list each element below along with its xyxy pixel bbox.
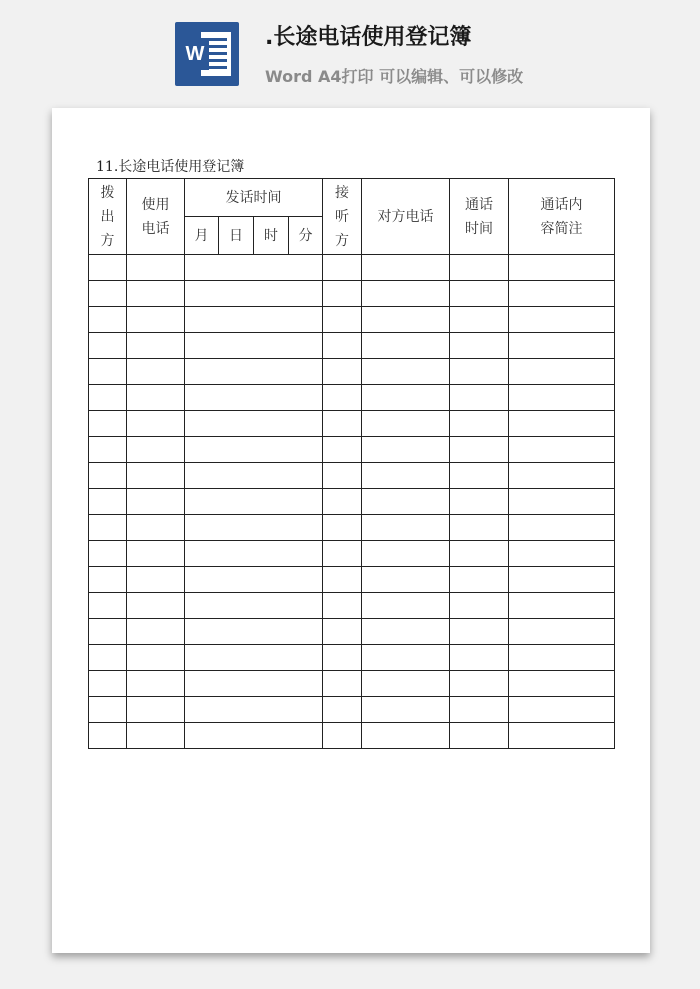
- cell-receiver[interactable]: [323, 411, 362, 437]
- cell-receiver[interactable]: [323, 463, 362, 489]
- cell-caller[interactable]: [89, 307, 127, 333]
- table-row: [89, 671, 615, 697]
- header-duration: 通话 时间: [450, 179, 509, 255]
- header-phone: 使用 电话: [127, 179, 185, 255]
- cell-other-phone[interactable]: [362, 671, 450, 697]
- cell-phone[interactable]: [127, 385, 185, 411]
- table-row: [89, 385, 615, 411]
- header-hour: 时: [254, 217, 289, 255]
- cell-phone[interactable]: [127, 307, 185, 333]
- table-row: [89, 255, 615, 281]
- preview-header: [0, 0, 700, 100]
- cell-caller[interactable]: [89, 515, 127, 541]
- cell-caller[interactable]: [89, 281, 127, 307]
- cell-content[interactable]: [509, 567, 615, 593]
- cell-content[interactable]: [509, 619, 615, 645]
- cell-receiver[interactable]: [323, 489, 362, 515]
- cell-duration[interactable]: [450, 437, 509, 463]
- cell-phone[interactable]: [127, 515, 185, 541]
- cell-send-time[interactable]: [185, 359, 323, 385]
- cell-other-phone[interactable]: [362, 359, 450, 385]
- cell-send-time[interactable]: [185, 697, 323, 723]
- cell-duration[interactable]: [450, 307, 509, 333]
- cell-caller[interactable]: [89, 541, 127, 567]
- cell-other-phone[interactable]: [362, 593, 450, 619]
- cell-duration[interactable]: [450, 593, 509, 619]
- cell-other-phone[interactable]: [362, 307, 450, 333]
- cell-send-time[interactable]: [185, 593, 323, 619]
- table-row: [89, 489, 615, 515]
- table-row: [89, 307, 615, 333]
- table-row: [89, 333, 615, 359]
- header-day: 日: [219, 217, 254, 255]
- cell-content[interactable]: [509, 411, 615, 437]
- cell-other-phone[interactable]: [362, 385, 450, 411]
- cell-other-phone[interactable]: [362, 437, 450, 463]
- cell-receiver[interactable]: [323, 567, 362, 593]
- cell-content[interactable]: [509, 671, 615, 697]
- cell-caller[interactable]: [89, 411, 127, 437]
- cell-duration[interactable]: [450, 567, 509, 593]
- register-table: [88, 178, 615, 749]
- cell-send-time[interactable]: [185, 671, 323, 697]
- cell-phone[interactable]: [127, 541, 185, 567]
- cell-caller[interactable]: [89, 385, 127, 411]
- cell-duration[interactable]: [450, 489, 509, 515]
- table-row: [89, 697, 615, 723]
- cell-phone[interactable]: [127, 255, 185, 281]
- cell-content[interactable]: [509, 307, 615, 333]
- cell-duration[interactable]: [450, 411, 509, 437]
- cell-content[interactable]: [509, 593, 615, 619]
- cell-receiver[interactable]: [323, 307, 362, 333]
- cell-receiver[interactable]: [323, 385, 362, 411]
- cell-receiver[interactable]: [323, 333, 362, 359]
- cell-content[interactable]: [509, 541, 615, 567]
- cell-phone[interactable]: [127, 697, 185, 723]
- cell-caller[interactable]: [89, 359, 127, 385]
- cell-phone[interactable]: [127, 671, 185, 697]
- cell-duration[interactable]: [450, 671, 509, 697]
- cell-content[interactable]: [509, 697, 615, 723]
- cell-phone[interactable]: [127, 437, 185, 463]
- cell-other-phone[interactable]: [362, 567, 450, 593]
- header-content: 通话内 容简注: [509, 179, 615, 255]
- cell-send-time[interactable]: [185, 463, 323, 489]
- cell-caller[interactable]: [89, 463, 127, 489]
- cell-content[interactable]: [509, 359, 615, 385]
- cell-caller[interactable]: [89, 593, 127, 619]
- cell-receiver[interactable]: [323, 359, 362, 385]
- cell-other-phone[interactable]: [362, 281, 450, 307]
- table-row: [89, 359, 615, 385]
- cell-send-time[interactable]: [185, 567, 323, 593]
- cell-duration[interactable]: [450, 359, 509, 385]
- cell-other-phone[interactable]: [362, 255, 450, 281]
- cell-send-time[interactable]: [185, 255, 323, 281]
- table-row: [89, 723, 615, 749]
- cell-phone[interactable]: [127, 411, 185, 437]
- cell-phone[interactable]: [127, 619, 185, 645]
- cell-caller[interactable]: [89, 333, 127, 359]
- cell-content[interactable]: [509, 437, 615, 463]
- cell-caller[interactable]: [89, 697, 127, 723]
- cell-content[interactable]: [509, 489, 615, 515]
- header-other-phone: 对方电话: [362, 179, 450, 255]
- cell-caller[interactable]: [89, 723, 127, 749]
- cell-receiver[interactable]: [323, 645, 362, 671]
- cell-caller[interactable]: [89, 645, 127, 671]
- header-send-time: 发话时间: [185, 179, 323, 217]
- cell-caller[interactable]: [89, 567, 127, 593]
- cell-receiver[interactable]: [323, 255, 362, 281]
- table-row: [89, 437, 615, 463]
- table-row: [89, 567, 615, 593]
- cell-content[interactable]: [509, 515, 615, 541]
- cell-phone[interactable]: [127, 359, 185, 385]
- cell-send-time[interactable]: [185, 489, 323, 515]
- document-subtitle: Word A4打印 可以编辑、可以修改: [265, 67, 524, 86]
- cell-other-phone[interactable]: [362, 463, 450, 489]
- cell-receiver[interactable]: [323, 515, 362, 541]
- cell-phone[interactable]: [127, 567, 185, 593]
- header-receiver: 接听方: [323, 179, 362, 255]
- cell-content[interactable]: [509, 281, 615, 307]
- table-row: [89, 593, 615, 619]
- cell-other-phone[interactable]: [362, 645, 450, 671]
- cell-receiver[interactable]: [323, 437, 362, 463]
- cell-other-phone[interactable]: [362, 619, 450, 645]
- table-row: [89, 541, 615, 567]
- header-caller: 拨出方: [89, 179, 127, 255]
- cell-phone[interactable]: [127, 645, 185, 671]
- cell-duration[interactable]: [450, 619, 509, 645]
- document-title: .长途电话使用登记簿: [265, 25, 472, 50]
- cell-other-phone[interactable]: [362, 697, 450, 723]
- cell-receiver[interactable]: [323, 593, 362, 619]
- cell-send-time[interactable]: [185, 723, 323, 749]
- cell-caller[interactable]: [89, 671, 127, 697]
- cell-duration[interactable]: [450, 697, 509, 723]
- cell-other-phone[interactable]: [362, 541, 450, 567]
- cell-content[interactable]: [509, 255, 615, 281]
- table-caption: 11.长途电话使用登记簿: [96, 159, 245, 175]
- cell-receiver[interactable]: [323, 541, 362, 567]
- cell-content[interactable]: [509, 333, 615, 359]
- table-row: [89, 411, 615, 437]
- cell-phone[interactable]: [127, 281, 185, 307]
- cell-receiver[interactable]: [323, 281, 362, 307]
- cell-caller[interactable]: [89, 437, 127, 463]
- cell-send-time[interactable]: [185, 411, 323, 437]
- cell-send-time[interactable]: [185, 619, 323, 645]
- cell-content[interactable]: [509, 385, 615, 411]
- cell-content[interactable]: [509, 463, 615, 489]
- cell-caller[interactable]: [89, 255, 127, 281]
- header-row-1: [89, 179, 615, 217]
- word-document-icon: [175, 22, 239, 86]
- cell-phone[interactable]: [127, 463, 185, 489]
- table-row: [89, 281, 615, 307]
- cell-duration[interactable]: [450, 333, 509, 359]
- cell-send-time[interactable]: [185, 333, 323, 359]
- cell-other-phone[interactable]: [362, 515, 450, 541]
- table-row: [89, 515, 615, 541]
- header-month: 月: [185, 217, 219, 255]
- cell-caller[interactable]: [89, 489, 127, 515]
- cell-duration[interactable]: [450, 385, 509, 411]
- cell-send-time[interactable]: [185, 515, 323, 541]
- cell-phone[interactable]: [127, 489, 185, 515]
- cell-content[interactable]: [509, 723, 615, 749]
- cell-phone[interactable]: [127, 723, 185, 749]
- table-row: [89, 619, 615, 645]
- table-row: [89, 463, 615, 489]
- cell-duration[interactable]: [450, 541, 509, 567]
- cell-duration[interactable]: [450, 645, 509, 671]
- cell-send-time[interactable]: [185, 437, 323, 463]
- cell-phone[interactable]: [127, 333, 185, 359]
- cell-send-time[interactable]: [185, 307, 323, 333]
- cell-content[interactable]: [509, 645, 615, 671]
- cell-send-time[interactable]: [185, 645, 323, 671]
- cell-phone[interactable]: [127, 593, 185, 619]
- cell-caller[interactable]: [89, 619, 127, 645]
- cell-other-phone[interactable]: [362, 411, 450, 437]
- cell-other-phone[interactable]: [362, 333, 450, 359]
- cell-receiver[interactable]: [323, 671, 362, 697]
- word-icon-letter: W: [181, 38, 209, 70]
- cell-other-phone[interactable]: [362, 489, 450, 515]
- table-row: [89, 645, 615, 671]
- cell-duration[interactable]: [450, 255, 509, 281]
- cell-receiver[interactable]: [323, 723, 362, 749]
- cell-receiver[interactable]: [323, 697, 362, 723]
- cell-receiver[interactable]: [323, 619, 362, 645]
- cell-send-time[interactable]: [185, 281, 323, 307]
- cell-duration[interactable]: [450, 281, 509, 307]
- cell-duration[interactable]: [450, 515, 509, 541]
- cell-other-phone[interactable]: [362, 723, 450, 749]
- cell-send-time[interactable]: [185, 385, 323, 411]
- cell-send-time[interactable]: [185, 541, 323, 567]
- header-minute: 分: [289, 217, 323, 255]
- cell-duration[interactable]: [450, 723, 509, 749]
- cell-duration[interactable]: [450, 463, 509, 489]
